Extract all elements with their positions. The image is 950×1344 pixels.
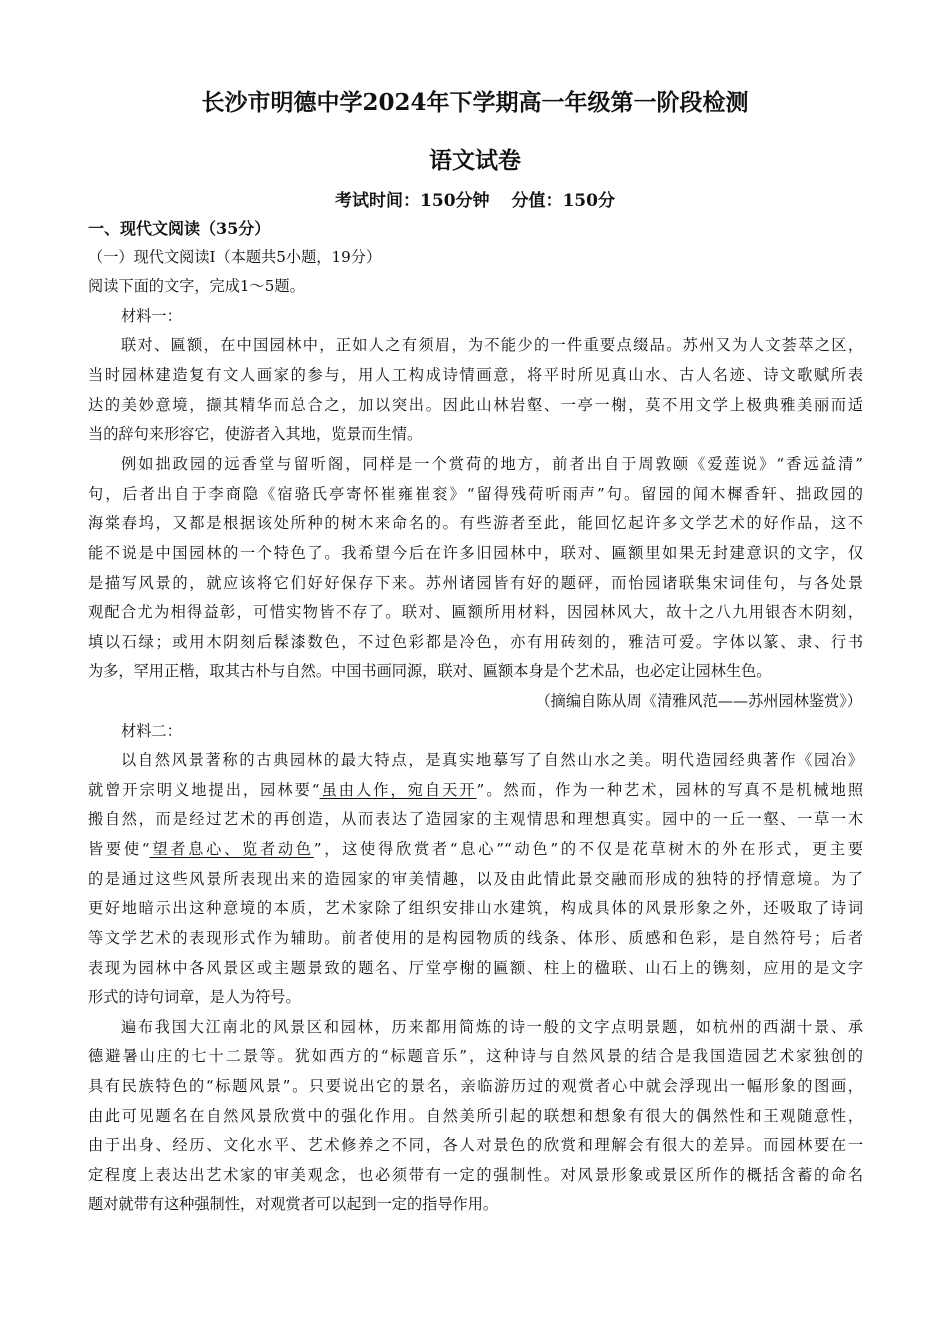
material2-line [88,779,863,800]
material1-line: 填以石绿；或用木阴刻后髹漆数色，不过色彩都是冷色，亦有用砖刻的，雅洁可爱。字体以篆、隶、行书 [88,633,863,651]
material1-line: 例如拙政园的远香堂与留听阁，同样是一个赏荷的地方，前者出自于周敦颐《爱莲说》“香远益清” [121,455,863,473]
exam-info [0,186,950,211]
material1-line: 海棠春坞，又都是根据该处所种的树木来命名的。有些游者至此，能回忆起许多文学艺术的好作品，这不 [88,514,863,532]
material1-line: 联对、匾额，在中国园林中，正如人之有须眉，为不能少的一件重要点缀品。苏州又为人文荟萃之区， [121,336,863,354]
material1-line: 句，后者出自于李商隐《宿骆氏亭寄怀崔雍崔衮》“留得残荷听雨声”句。留园的闻木樨香轩、拙政园的 [88,485,863,503]
text-span: ”，这使得欣赏者“息心”“动色”的不仅是花草树木的外在形式，更主要 [313,840,864,858]
material2-line: 搬自然，而是经过艺术的再创造，从而表达了造园家的主观情思和理想真实。园中的一丘一壑、一草一木 [88,810,863,828]
exam-time: 考试时间：150分钟 [335,191,490,211]
material2-line: 表现为园林中各风景区或主题景致的题名、厅堂亭榭的匾额、柱上的楹联、山石上的镌刻，应用的是文字 [88,959,863,977]
material2-line: 更好地暗示出这种意境的本质，艺术家除了组织安排山水建筑，构成具体的风景形象之外，还吸取了诗词 [88,899,863,917]
text-span: 就曾开宗明义地提出，园林要“ [88,781,320,799]
material2-para2-line: 题对就带有这种强制性，对观赏者可以起到一定的指导作用。 [88,1195,499,1213]
exam-title: 长沙市明德中学2024年下学期高一年级第一阶段检测 [201,89,749,116]
material1-line: 能不说是中国园林的一个特色了。我希望今后在许多旧园林中，联对、匾额里如果无封建意识的文字，仅 [88,544,863,562]
material2-line: 的是通过这些风景所表现出来的造园家的审美情趣，以及由此情此景交融而形成的独特的抒情意境。为了 [88,870,863,888]
material1-line: 达的美妙意境，撷其精华而总合之，加以突出。因此山林岩壑、一亭一榭，莫不用文学上极典雅美丽而适 [88,396,863,414]
material2-para2-line: 定程度上表达出艺术家的审美观念，也必须带有一定的强制性。对风景形象或景区所作的概括含蓄的命名 [88,1166,863,1184]
material1-line: 是描写风景的，就应该将它们好好保存下来。苏州诸园皆有好的题砰，而怡园诸联集宋词佳句，与各处景 [88,574,863,592]
text-span: 皆要使“ [88,840,150,858]
material1-label: 材料一： [121,307,182,325]
material1-line: 观配合尤为相得益彰，可惜实物皆不存了。联对、匾额所用材料，因园林风大，故十之八九用银杏木阴刻， [88,603,863,621]
material1-line: 当的辞句来形容它，使游者入其地，览景而生情。 [88,425,423,443]
exam-score: 分值：150分 [511,191,615,211]
material2-label: 材料二： [121,722,182,740]
material1-line: 为多，罕用正楷，取其古朴与自然。中国书画同源，联对、匾额本身是个艺术品，也必定让园林生色。 [88,662,772,680]
material2-line: 以自然风景著称的古典园林的最大特点，是真实地摹写了自然山水之美。明代造园经典著作《园冶》 [121,751,863,769]
underlined-quote: 虽由人作，宛自天开 [319,781,477,799]
material1-line: 当时园林建造复有文人画家的参与，用人工构成诗情画意，将平时所见真山水、古人名迹、诗文歌赋所表 [88,366,863,384]
material2-line: 等文学艺术的表现形式作为辅助。前者使用的是构园物质的线条、体形、质感和色彩，是自然符号；后者 [88,929,863,947]
reading-instruction: 阅读下面的文字，完成1～5题。 [88,277,305,295]
material2-para2-line: 具有民族特色的“标题风景”。只要说出它的景名，亲临游历过的观赏者心中就会浮现出一幅形象的图画， [88,1077,863,1095]
material2-line: 形式的诗句词章，是人为符号。 [88,988,301,1006]
material2-para2-line: 由于出身、经历、文化水平、艺术修养之不同，各人对景色的欣赏和理解会有很大的差异。而园林要在一 [88,1136,863,1154]
section-heading: 一、现代文阅读（35分） [88,219,271,238]
exam-subtitle: 语文试卷 [429,147,521,174]
text-span: ”。然而，作为一种艺术，园林的写真不是机械地照 [476,781,864,799]
material2-para2-line: 由此可见题名在自然风景欣赏中的强化作用。自然美所引起的联想和想象有很大的偶然性和王观随意性， [88,1107,863,1125]
material2-line [88,838,863,859]
underlined-quote: 望者息心、览者动色 [149,840,314,858]
material2-para2-line: 遍布我国大江南北的风景区和园林，历来都用简炼的诗一般的文字点明景题，如杭州的西湖十景、承 [121,1018,863,1036]
material1-source: （摘编自陈从周《清雅风范——苏州园林鉴赏》） [535,692,862,710]
material2-para2-line: 德避暑山庄的七十二景等。犹如西方的“标题音乐”，这种诗与自然风景的结合是我国造园艺术家独创的 [88,1047,863,1065]
subsection-heading: （一）现代文阅读Ⅰ（本题共5小题，19分） [88,248,382,266]
